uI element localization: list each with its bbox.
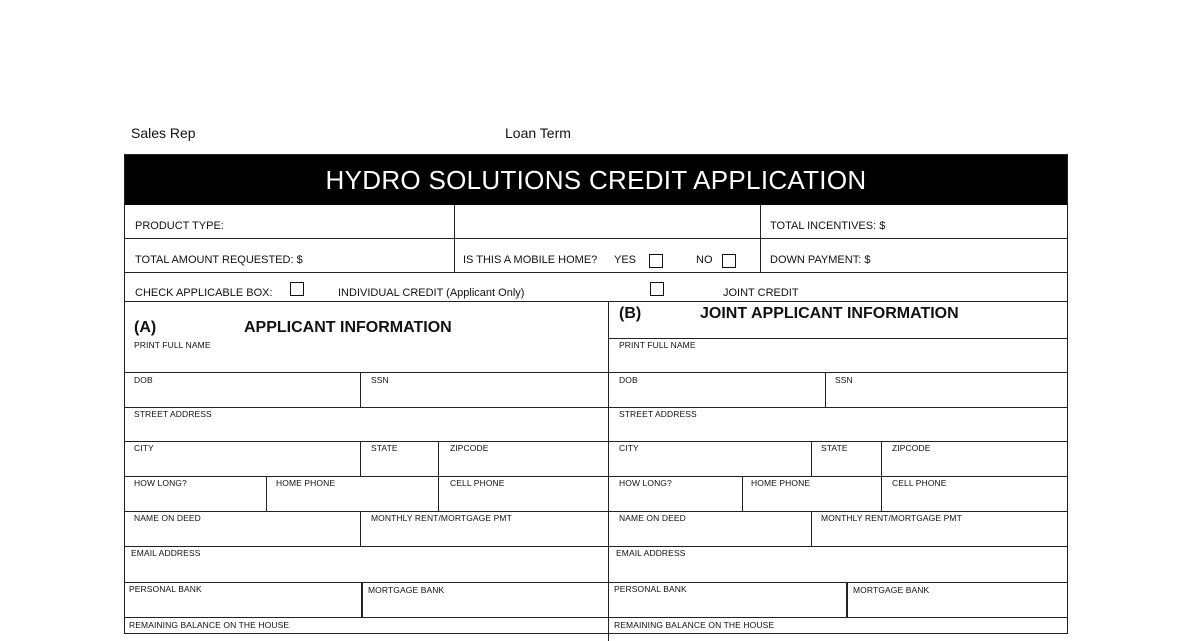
sales-rep-label: Sales Rep [131, 125, 196, 141]
joint-email-label: EMAIL ADDRESS [616, 548, 686, 558]
row-divider [125, 582, 1067, 583]
col-divider [360, 441, 361, 476]
joint-remaining-balance-label: REMAINING BALANCE ON THE HOUSE [614, 620, 775, 630]
joint-personal-bank-label: PERSONAL BANK [614, 584, 687, 594]
total-amount-requested-label: TOTAL AMOUNT REQUESTED: $ [135, 254, 303, 266]
applicant-ssn-label: SSN [371, 375, 389, 385]
applicant-personal-bank-label: PERSONAL BANK [129, 584, 202, 594]
loan-term-label: Loan Term [505, 125, 571, 141]
mobile-home-yes-checkbox[interactable] [649, 254, 663, 268]
row-divider [125, 301, 1067, 302]
applicant-name-on-deed-label: NAME ON DEED [134, 513, 201, 523]
applicant-email-label: EMAIL ADDRESS [131, 548, 201, 558]
applicant-how-long-label: HOW LONG? [134, 478, 187, 488]
applicant-section-title: APPLICANT INFORMATION [244, 319, 452, 336]
joint-street-address-label: STREET ADDRESS [619, 409, 697, 419]
row-divider [125, 441, 1067, 442]
applicant-zipcode-label: ZIPCODE [450, 443, 489, 453]
col-divider [360, 372, 361, 407]
product-type-label: PRODUCT TYPE: [135, 220, 224, 232]
mobile-home-yes-label: YES [614, 254, 637, 266]
joint-credit-label: JOINT CREDIT [723, 287, 799, 299]
col-divider [438, 441, 439, 511]
joint-letter: (B) [619, 305, 642, 322]
applicant-state-label: STATE [371, 443, 398, 453]
col-divider [760, 205, 761, 272]
joint-how-long-label: HOW LONG? [619, 478, 672, 488]
joint-zipcode-label: ZIPCODE [892, 443, 931, 453]
col-divider [454, 205, 455, 272]
col-divider [811, 511, 812, 546]
row-divider [125, 546, 1067, 547]
col-divider [811, 441, 812, 476]
applicant-column-divider [608, 301, 609, 641]
row-divider [125, 372, 1067, 373]
mobile-home-no-label: NO [696, 254, 713, 266]
mobile-home-no-checkbox[interactable] [722, 254, 736, 268]
individual-credit-label: INDIVIDUAL CREDIT (Applicant Only) [338, 287, 525, 299]
form-title: HYDRO SOLUTIONS CREDIT APPLICATION [125, 155, 1067, 205]
row-divider [125, 238, 1067, 239]
joint-state-label: STATE [821, 443, 848, 453]
joint-credit-checkbox[interactable] [650, 282, 664, 296]
total-incentives-label: TOTAL INCENTIVES: $ [770, 220, 886, 232]
joint-monthly-rent-label: MONTHLY RENT/MORTGAGE PMT [821, 513, 962, 523]
col-divider [742, 476, 743, 511]
row-divider [125, 407, 1067, 408]
joint-dob-label: DOB [619, 375, 638, 385]
applicant-home-phone-label: HOME PHONE [276, 478, 336, 488]
applicant-mortgage-bank-label: MORTGAGE BANK [368, 585, 445, 595]
down-payment-label: DOWN PAYMENT: $ [770, 254, 871, 266]
joint-section-title: JOINT APPLICANT INFORMATION [700, 305, 959, 322]
credit-application-form [124, 154, 1068, 634]
col-divider [881, 441, 882, 511]
joint-cell-phone-label: CELL PHONE [892, 478, 947, 488]
applicant-monthly-rent-label: MONTHLY RENT/MORTGAGE PMT [371, 513, 512, 523]
row-divider [125, 617, 1067, 618]
col-divider [825, 372, 826, 407]
joint-city-label: CITY [619, 443, 639, 453]
col-divider [266, 476, 267, 511]
check-applicable-box-label: CHECK APPLICABLE BOX: [135, 287, 273, 299]
joint-ssn-label: SSN [835, 375, 853, 385]
applicant-full-name-label: PRINT FULL NAME [134, 340, 211, 350]
applicant-letter: (A) [134, 319, 157, 336]
row-divider [125, 511, 1067, 512]
row-divider [608, 338, 1067, 339]
joint-mortgage-bank-label: MORTGAGE BANK [853, 585, 930, 595]
individual-credit-checkbox[interactable] [290, 282, 304, 296]
col-divider [846, 582, 848, 617]
applicant-street-address-label: STREET ADDRESS [134, 409, 212, 419]
mobile-home-question: IS THIS A MOBILE HOME? [463, 254, 598, 266]
joint-home-phone-label: HOME PHONE [751, 478, 811, 488]
applicant-dob-label: DOB [134, 375, 153, 385]
col-divider [361, 582, 363, 617]
applicant-remaining-balance-label: REMAINING BALANCE ON THE HOUSE [129, 620, 290, 630]
row-divider [125, 272, 1067, 273]
joint-name-on-deed-label: NAME ON DEED [619, 513, 686, 523]
applicant-city-label: CITY [134, 443, 154, 453]
col-divider [360, 511, 361, 546]
joint-full-name-label: PRINT FULL NAME [619, 340, 696, 350]
applicant-cell-phone-label: CELL PHONE [450, 478, 505, 488]
